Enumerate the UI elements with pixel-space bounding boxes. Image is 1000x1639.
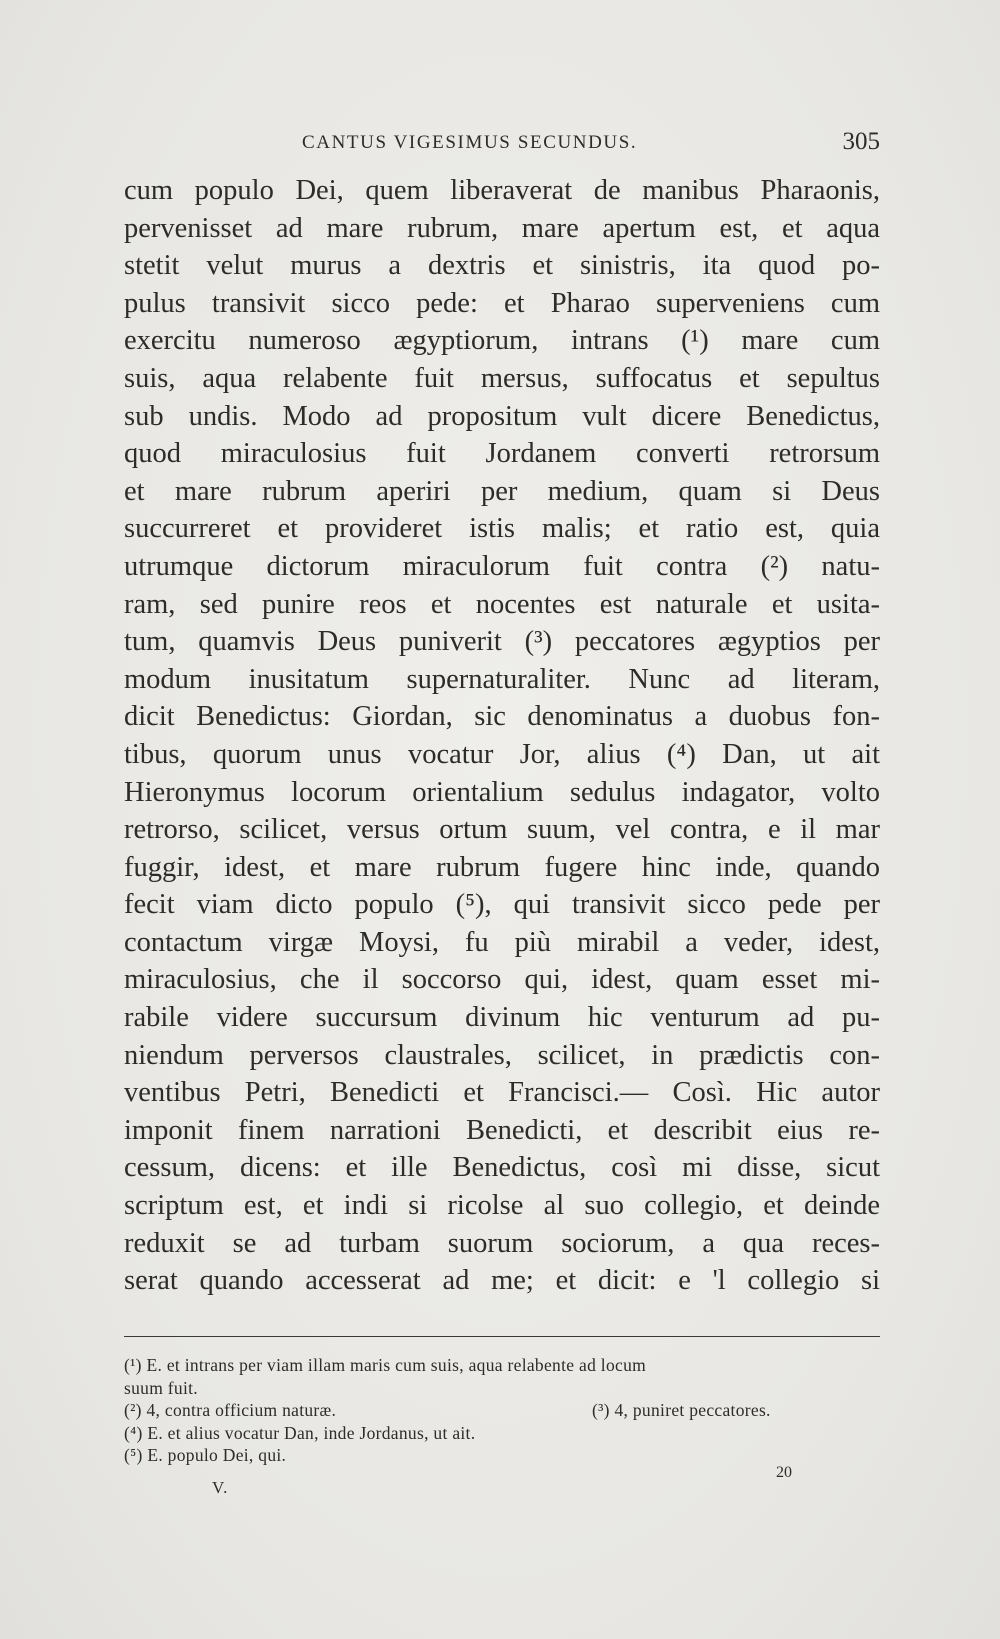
footnote-rule <box>124 1336 880 1337</box>
sheet-number: 20 <box>776 1464 792 1481</box>
footnotes <box>124 1354 880 1467</box>
footnote-row <box>124 1399 880 1422</box>
footnote-5: (⁵) E. populo Dei, qui. <box>124 1445 287 1465</box>
body-line: fuggir, idest, et mare rubrum fugere hinc inde, quando <box>124 851 880 883</box>
body-line: tibus, quorum unus vocatur Jor, alius (⁴) Dan, ut ait <box>124 738 880 770</box>
body-line: fecit viam dicto populo (⁵), qui transivit sicco pede per <box>124 889 880 921</box>
body-line: pervenisset ad mare rubrum, mare apertum est, et aqua <box>124 212 880 244</box>
footnote-1-continuation: suum fuit. <box>124 1377 198 1398</box>
footnote-1: (¹) E. et intrans per viam illam maris cum suis, aqua relabente ad locum <box>124 1355 647 1375</box>
body-line: succurreret et provideret istis malis; et ratio est, quia <box>124 513 880 545</box>
body-line: imponit finem narrationi Benedicti, et describit eius re- <box>124 1114 880 1146</box>
page-header <box>124 128 880 162</box>
body-line: miraculosius, che il soccorso qui, idest, quam esset mi- <box>124 964 880 996</box>
body-line: cessum, dicens: et ille Benedictus, così mi disse, sicut <box>124 1152 880 1184</box>
body-line: scriptum est, et indi si ricolse al suo collegio, et deinde <box>124 1190 880 1222</box>
body-line: utrumque dictorum miraculorum fuit contra (²) natu- <box>124 550 880 582</box>
body-line: tum, quamvis Deus puniverit (³) peccatores ægyptios per <box>124 626 880 658</box>
page-number: 305 <box>842 128 880 155</box>
body-line: retrorso, scilicet, versus ortum suum, vel contra, e il mar <box>124 814 880 846</box>
body-text <box>124 172 880 1300</box>
body-line: serat quando accesserat ad me; et dicit: e 'l collegio si <box>124 1265 880 1297</box>
body-line: niendum perversos claustrales, scilicet, in prædictis con- <box>124 1039 880 1071</box>
body-line: suis, aqua relabente fuit mersus, suffocatus et sepultus <box>124 362 880 394</box>
body-line: rabile videre succursum divinum hic venturum ad pu- <box>124 1002 880 1034</box>
body-line: contactum virgæ Moysi, fu più mirabil a veder, idest, <box>124 926 880 958</box>
footnote-3: (³) 4, puniret peccatores. <box>592 1400 771 1420</box>
body-line: et mare rubrum aperiri per medium, quam si Deus <box>124 475 880 507</box>
body-line: dicit Benedictus: Giordan, sic denominatus a duobus fon- <box>124 701 880 733</box>
body-line: ram, sed punire reos et nocentes est naturale et usita- <box>124 588 880 620</box>
signature-mark: V. <box>212 1478 229 1497</box>
body-line: sub undis. Modo ad propositum vult dicere Benedictus, <box>124 400 880 432</box>
body-line: reduxit se ad turbam suorum sociorum, a qua reces- <box>124 1227 880 1259</box>
body-line: exercitu numeroso ægyptiorum, intrans (¹) mare cum <box>124 325 880 357</box>
footnote-2: (²) 4, contra officium naturæ. <box>124 1400 337 1420</box>
body-line: Hieronymus locorum orientalium sedulus indagator, volto <box>124 776 880 808</box>
body-line: modum inusitatum supernaturaliter. Nunc ad literam, <box>124 663 880 695</box>
body-line: quod miraculosius fuit Jordanem converti retrorsum <box>124 438 880 470</box>
body-line: stetit velut murus a dextris et sinistris, ita quod po- <box>124 250 880 282</box>
running-head: CANTUS VIGESIMUS SECUNDUS. <box>302 132 638 153</box>
body-line: pulus transivit sicco pede: et Pharao superveniens cum <box>124 287 880 319</box>
footnote-4: (⁴) E. et alius vocatur Dan, inde Jordanus, ut ait. <box>124 1422 476 1443</box>
body-line: ventibus Petri, Benedicti et Francisci.— Così. Hic autor <box>124 1077 880 1109</box>
body-line: cum populo Dei, quem liberaverat de manibus Pharaonis, <box>124 175 880 206</box>
